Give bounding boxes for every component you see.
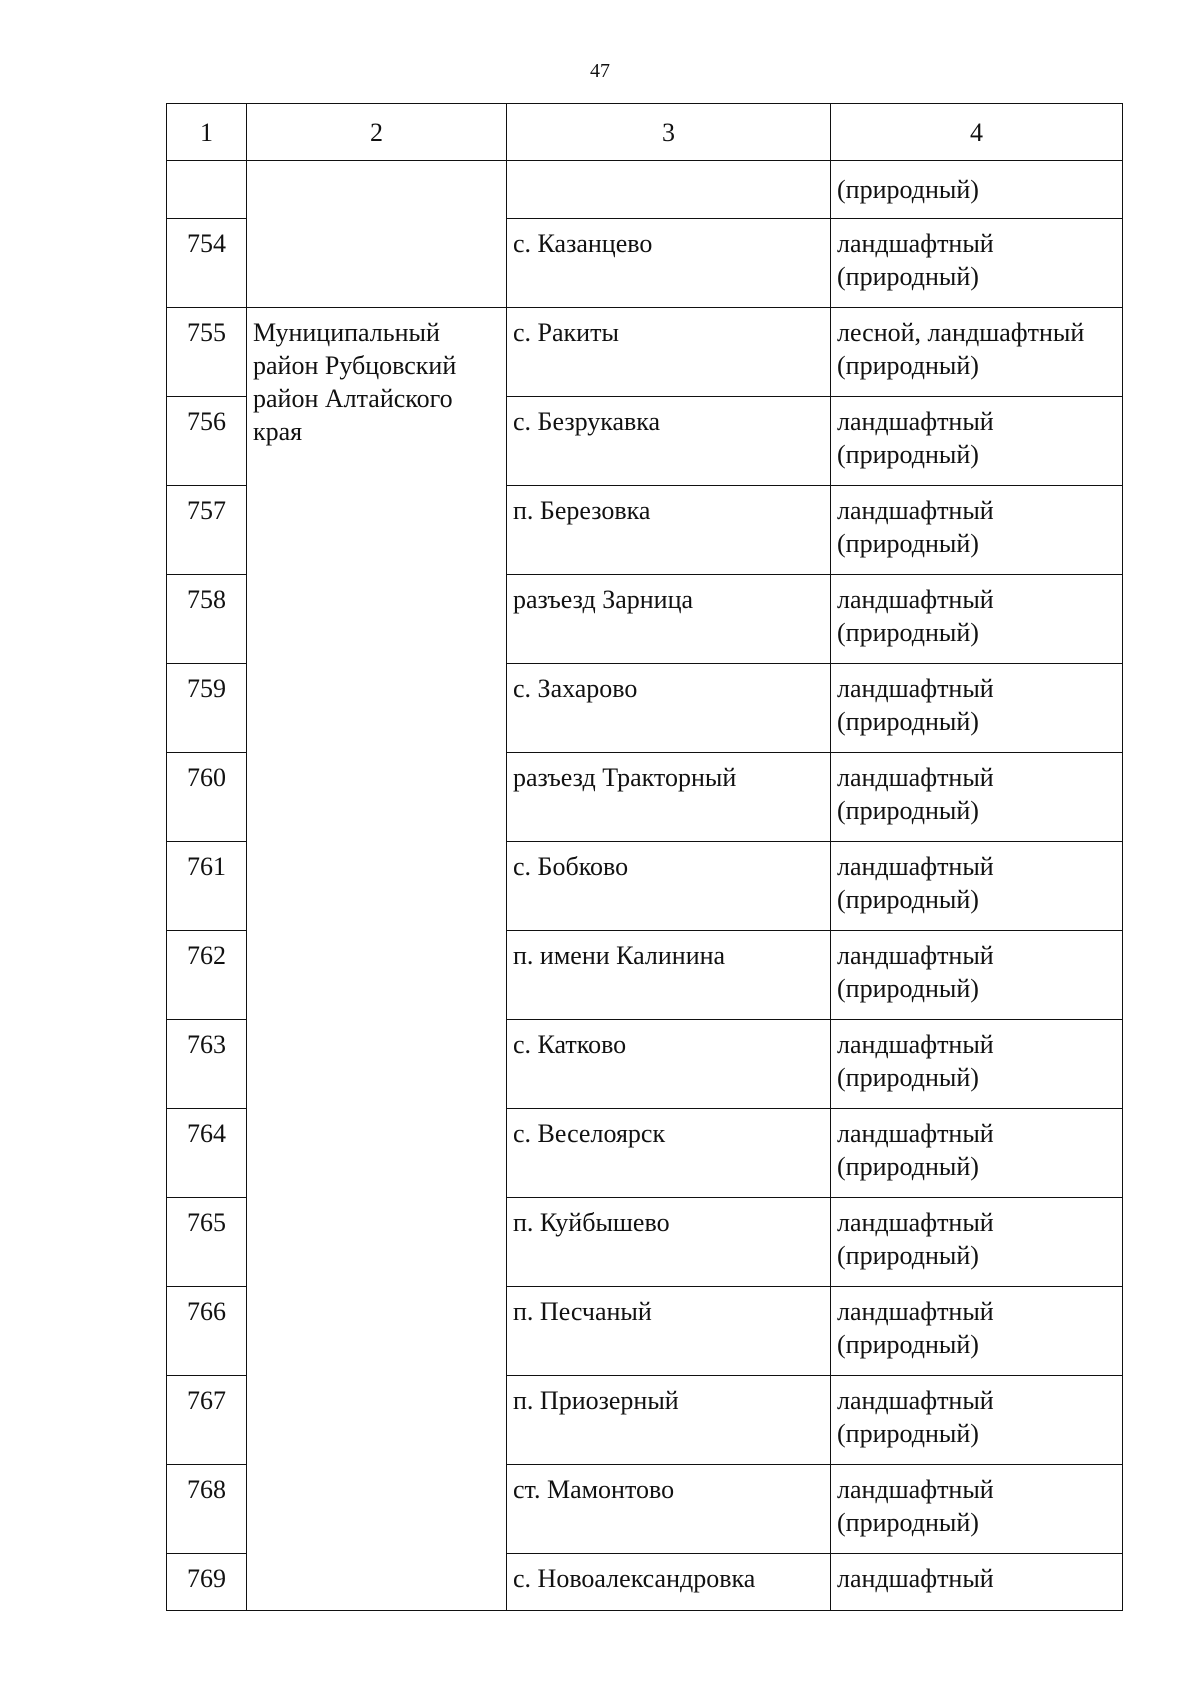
table-cell bbox=[507, 161, 831, 219]
continuation-row bbox=[167, 161, 1123, 219]
place-name: п. имени Калинина bbox=[507, 931, 831, 1020]
row-number: 763 bbox=[167, 1020, 247, 1109]
place-name: п. Песчаный bbox=[507, 1287, 831, 1376]
page-number: 47 bbox=[590, 60, 610, 82]
table-row bbox=[167, 308, 1123, 397]
place-type: ландшафтный bbox=[831, 1554, 1123, 1611]
column-header-2: 2 bbox=[247, 104, 507, 161]
place-name: п. Приозерный bbox=[507, 1376, 831, 1465]
place-type: ландшафтный (природный) bbox=[831, 753, 1123, 842]
place-name: ст. Мамонтово bbox=[507, 1465, 831, 1554]
row-number: 754 bbox=[167, 219, 247, 308]
district-name: Муниципальный район Рубцовский район Алтайского края bbox=[247, 308, 507, 1611]
place-name: с. Новоалександровка bbox=[507, 1554, 831, 1611]
place-type: ландшафтный (природный) bbox=[831, 931, 1123, 1020]
row-number: 766 bbox=[167, 1287, 247, 1376]
place-name: с. Бобково bbox=[507, 842, 831, 931]
row-number: 765 bbox=[167, 1198, 247, 1287]
place-name: с. Казанцево bbox=[507, 219, 831, 308]
row-number: 758 bbox=[167, 575, 247, 664]
row-number: 757 bbox=[167, 486, 247, 575]
place-name: п. Куйбышево bbox=[507, 1198, 831, 1287]
place-name: разъезд Зарница bbox=[507, 575, 831, 664]
place-type: ландшафтный (природный) bbox=[831, 1198, 1123, 1287]
row-number: 769 bbox=[167, 1554, 247, 1611]
header-row bbox=[167, 104, 1123, 161]
place-name: с. Веселоярск bbox=[507, 1109, 831, 1198]
place-type: ландшафтный (природный) bbox=[831, 842, 1123, 931]
row-number: 768 bbox=[167, 1465, 247, 1554]
place-type: ландшафтный (природный) bbox=[831, 1109, 1123, 1198]
place-name: с. Ракиты bbox=[507, 308, 831, 397]
continuation-text: (природный) bbox=[831, 161, 1123, 219]
column-header-3: 3 bbox=[507, 104, 831, 161]
row-number: 764 bbox=[167, 1109, 247, 1198]
row-number: 755 bbox=[167, 308, 247, 397]
place-type: ландшафтный (природный) bbox=[831, 664, 1123, 753]
table-cell bbox=[247, 161, 507, 308]
column-header-1: 1 bbox=[167, 104, 247, 161]
place-type: ландшафтный (природный) bbox=[831, 1465, 1123, 1554]
row-number: 760 bbox=[167, 753, 247, 842]
place-type: ландшафтный (природный) bbox=[831, 486, 1123, 575]
place-name: с. Катково bbox=[507, 1020, 831, 1109]
place-name: с. Безрукавка bbox=[507, 397, 831, 486]
row-number: 762 bbox=[167, 931, 247, 1020]
place-type: ландшафтный (природный) bbox=[831, 1287, 1123, 1376]
row-number: 767 bbox=[167, 1376, 247, 1465]
row-number: 759 bbox=[167, 664, 247, 753]
place-type: ландшафтный (природный) bbox=[831, 1376, 1123, 1465]
place-type: ландшафтный (природный) bbox=[831, 1020, 1123, 1109]
place-type: ландшафтный (природный) bbox=[831, 397, 1123, 486]
row-number: 761 bbox=[167, 842, 247, 931]
place-type: ландшафтный (природный) bbox=[831, 219, 1123, 308]
place-name: с. Захарово bbox=[507, 664, 831, 753]
column-header-4: 4 bbox=[831, 104, 1123, 161]
place-name: разъезд Тракторный bbox=[507, 753, 831, 842]
place-type: лесной, ландшафтный (природный) bbox=[831, 308, 1123, 397]
row-number: 756 bbox=[167, 397, 247, 486]
table-cell bbox=[167, 161, 247, 219]
place-name: п. Березовка bbox=[507, 486, 831, 575]
place-type: ландшафтный (природный) bbox=[831, 575, 1123, 664]
register-table bbox=[166, 103, 1123, 1611]
